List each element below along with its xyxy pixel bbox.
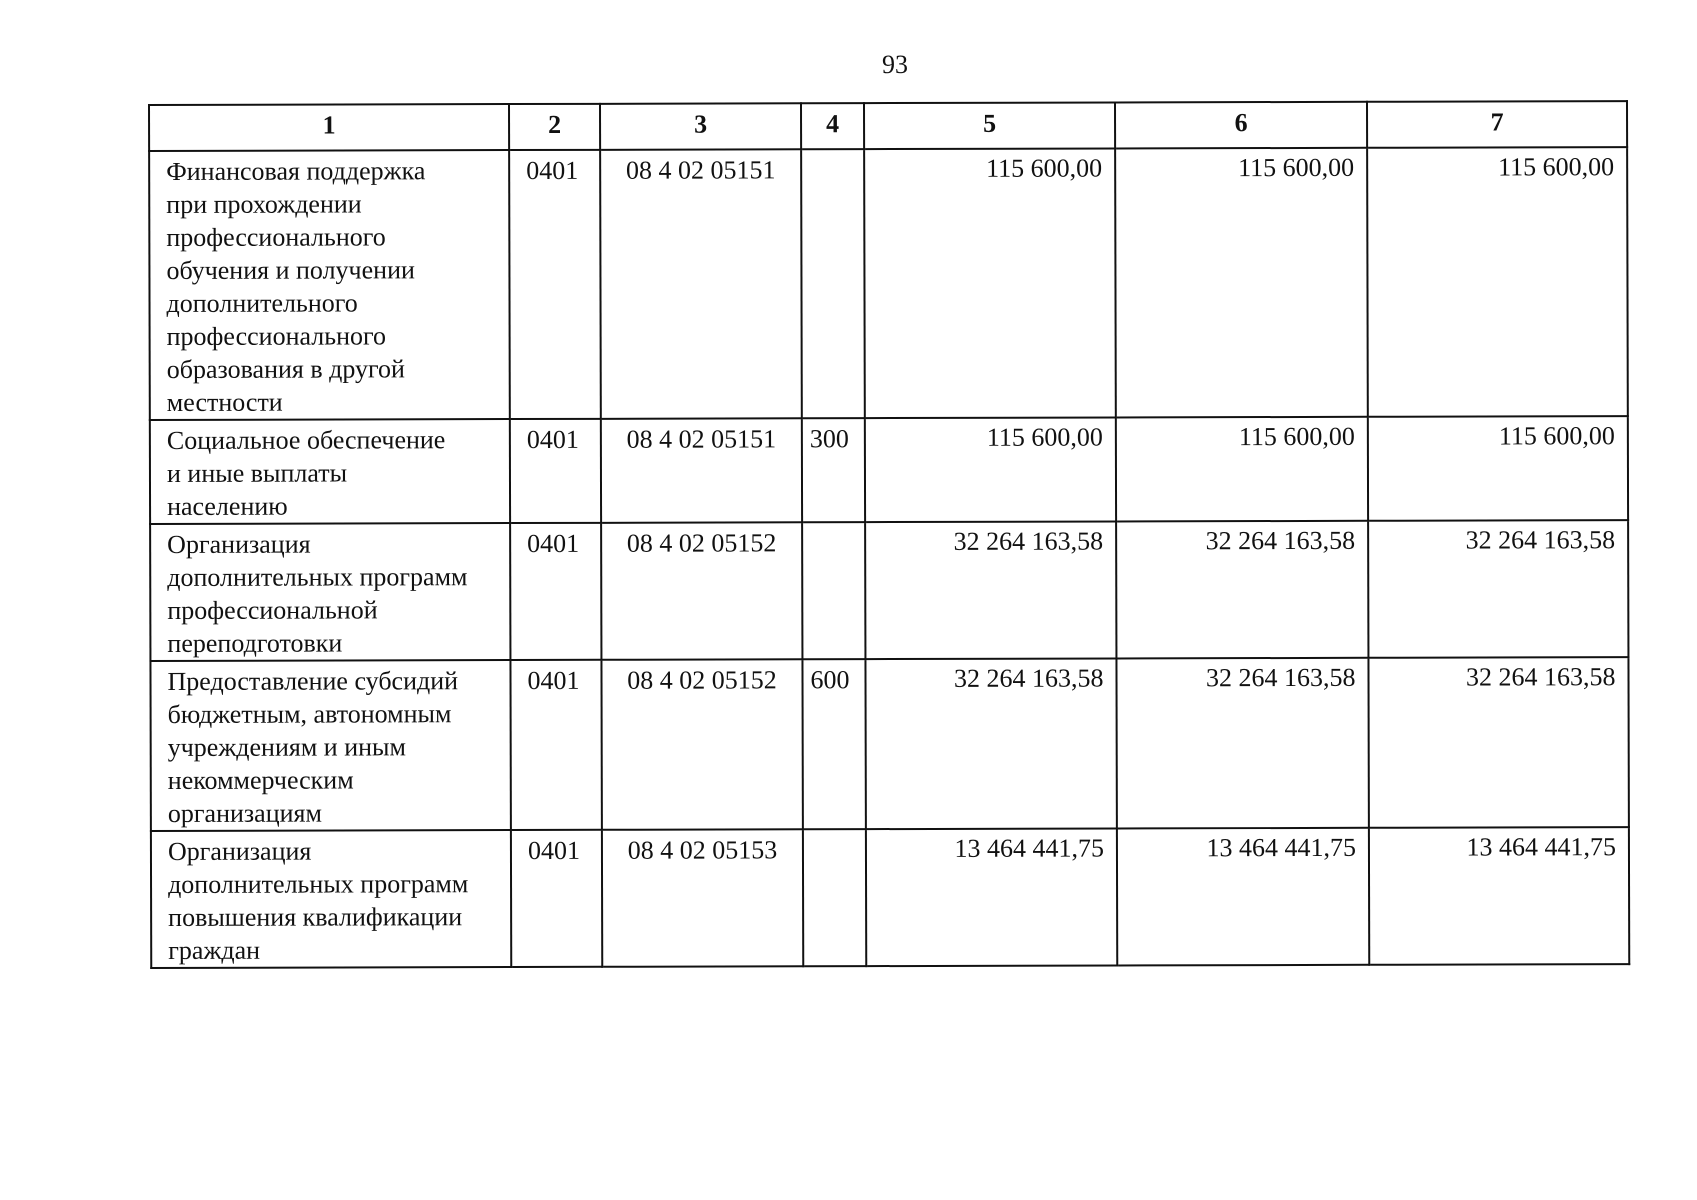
name-line: некоммерческим [167, 765, 354, 795]
name-line: Финансовая поддержка [166, 156, 426, 186]
table-row [150, 520, 1628, 661]
budget-table-wrap [148, 100, 1628, 969]
name-line: обучения и получении [166, 255, 415, 285]
row-name [151, 830, 511, 968]
header-row [149, 101, 1627, 151]
target-code: 08 4 02 05151 [600, 149, 802, 419]
amount-col7: 115 600,00 [1367, 147, 1628, 417]
table-row [149, 147, 1628, 420]
expense-type [803, 829, 866, 966]
amount-col5: 32 264 163,58 [865, 521, 1116, 659]
name-line: Предоставление субсидий [167, 666, 459, 696]
section-code: 0401 [509, 150, 601, 419]
target-code: 08 4 02 05151 [601, 418, 802, 523]
target-code: 08 4 02 05152 [601, 522, 802, 660]
column-header-6: 6 [1115, 102, 1367, 149]
amount-col5: 32 264 163,58 [865, 658, 1116, 829]
section-code: 0401 [510, 660, 601, 830]
section-code: 0401 [510, 419, 601, 523]
name-line: профессионального [166, 222, 386, 252]
amount-col7: 32 264 163,58 [1368, 520, 1628, 658]
expense-type: 600 [802, 659, 865, 829]
section-code: 0401 [511, 830, 602, 967]
amount-col7: 13 464 441,75 [1369, 827, 1629, 965]
amount-col6: 13 464 441,75 [1117, 828, 1369, 966]
name-line: учреждениям и иным [167, 732, 406, 762]
name-line: дополнительных программ [168, 869, 469, 899]
target-code: 08 4 02 05153 [602, 829, 803, 967]
name-line: при прохождении [166, 189, 362, 219]
column-header-1: 1 [149, 104, 509, 151]
amount-col5: 115 600,00 [864, 148, 1116, 418]
name-line: организациям [167, 798, 322, 828]
amount-col6: 32 264 163,58 [1116, 521, 1368, 659]
amount-col7: 32 264 163,58 [1368, 657, 1628, 828]
name-line: дополнительного [166, 288, 358, 318]
name-line: местности [166, 387, 283, 417]
name-line: и иные выплаты [166, 458, 348, 488]
expense-type: 300 [802, 418, 865, 522]
amount-col7: 115 600,00 [1368, 416, 1628, 521]
name-line: бюджетным, автономным [167, 699, 452, 729]
name-line: профессиональной [167, 595, 378, 625]
row-name [149, 150, 510, 420]
name-line: Организация [167, 529, 311, 559]
amount-col5: 13 464 441,75 [866, 828, 1117, 966]
row-name [150, 523, 510, 661]
name-line: образования в другой [166, 354, 405, 384]
amount-col5: 115 600,00 [865, 417, 1116, 522]
amount-col6: 32 264 163,58 [1116, 658, 1368, 829]
column-header-4: 4 [801, 103, 864, 149]
row-name [150, 660, 510, 831]
name-line: дополнительных программ [167, 562, 468, 592]
column-header-2: 2 [509, 104, 600, 150]
target-code: 08 4 02 05152 [601, 659, 802, 830]
expense-type [801, 149, 865, 418]
column-header-3: 3 [600, 103, 801, 150]
row-name [150, 419, 510, 524]
expense-type [802, 522, 865, 659]
table-row [150, 657, 1628, 831]
table-row [151, 827, 1629, 968]
amount-col6: 115 600,00 [1116, 417, 1368, 522]
name-line: переподготовки [167, 628, 343, 658]
name-line: граждан [168, 935, 261, 965]
name-line: Организация [167, 836, 312, 866]
column-header-7: 7 [1367, 101, 1627, 148]
column-header-5: 5 [864, 102, 1115, 149]
table-row [150, 416, 1628, 524]
name-line: населению [167, 491, 288, 521]
amount-col6: 115 600,00 [1115, 148, 1368, 418]
budget-table [148, 100, 1630, 969]
name-line: повышения квалификации [168, 902, 463, 932]
name-line: профессионального [166, 321, 387, 351]
page-number: 93 [882, 50, 908, 79]
section-code: 0401 [510, 523, 601, 660]
name-line: Социальное обеспечение [166, 425, 446, 455]
